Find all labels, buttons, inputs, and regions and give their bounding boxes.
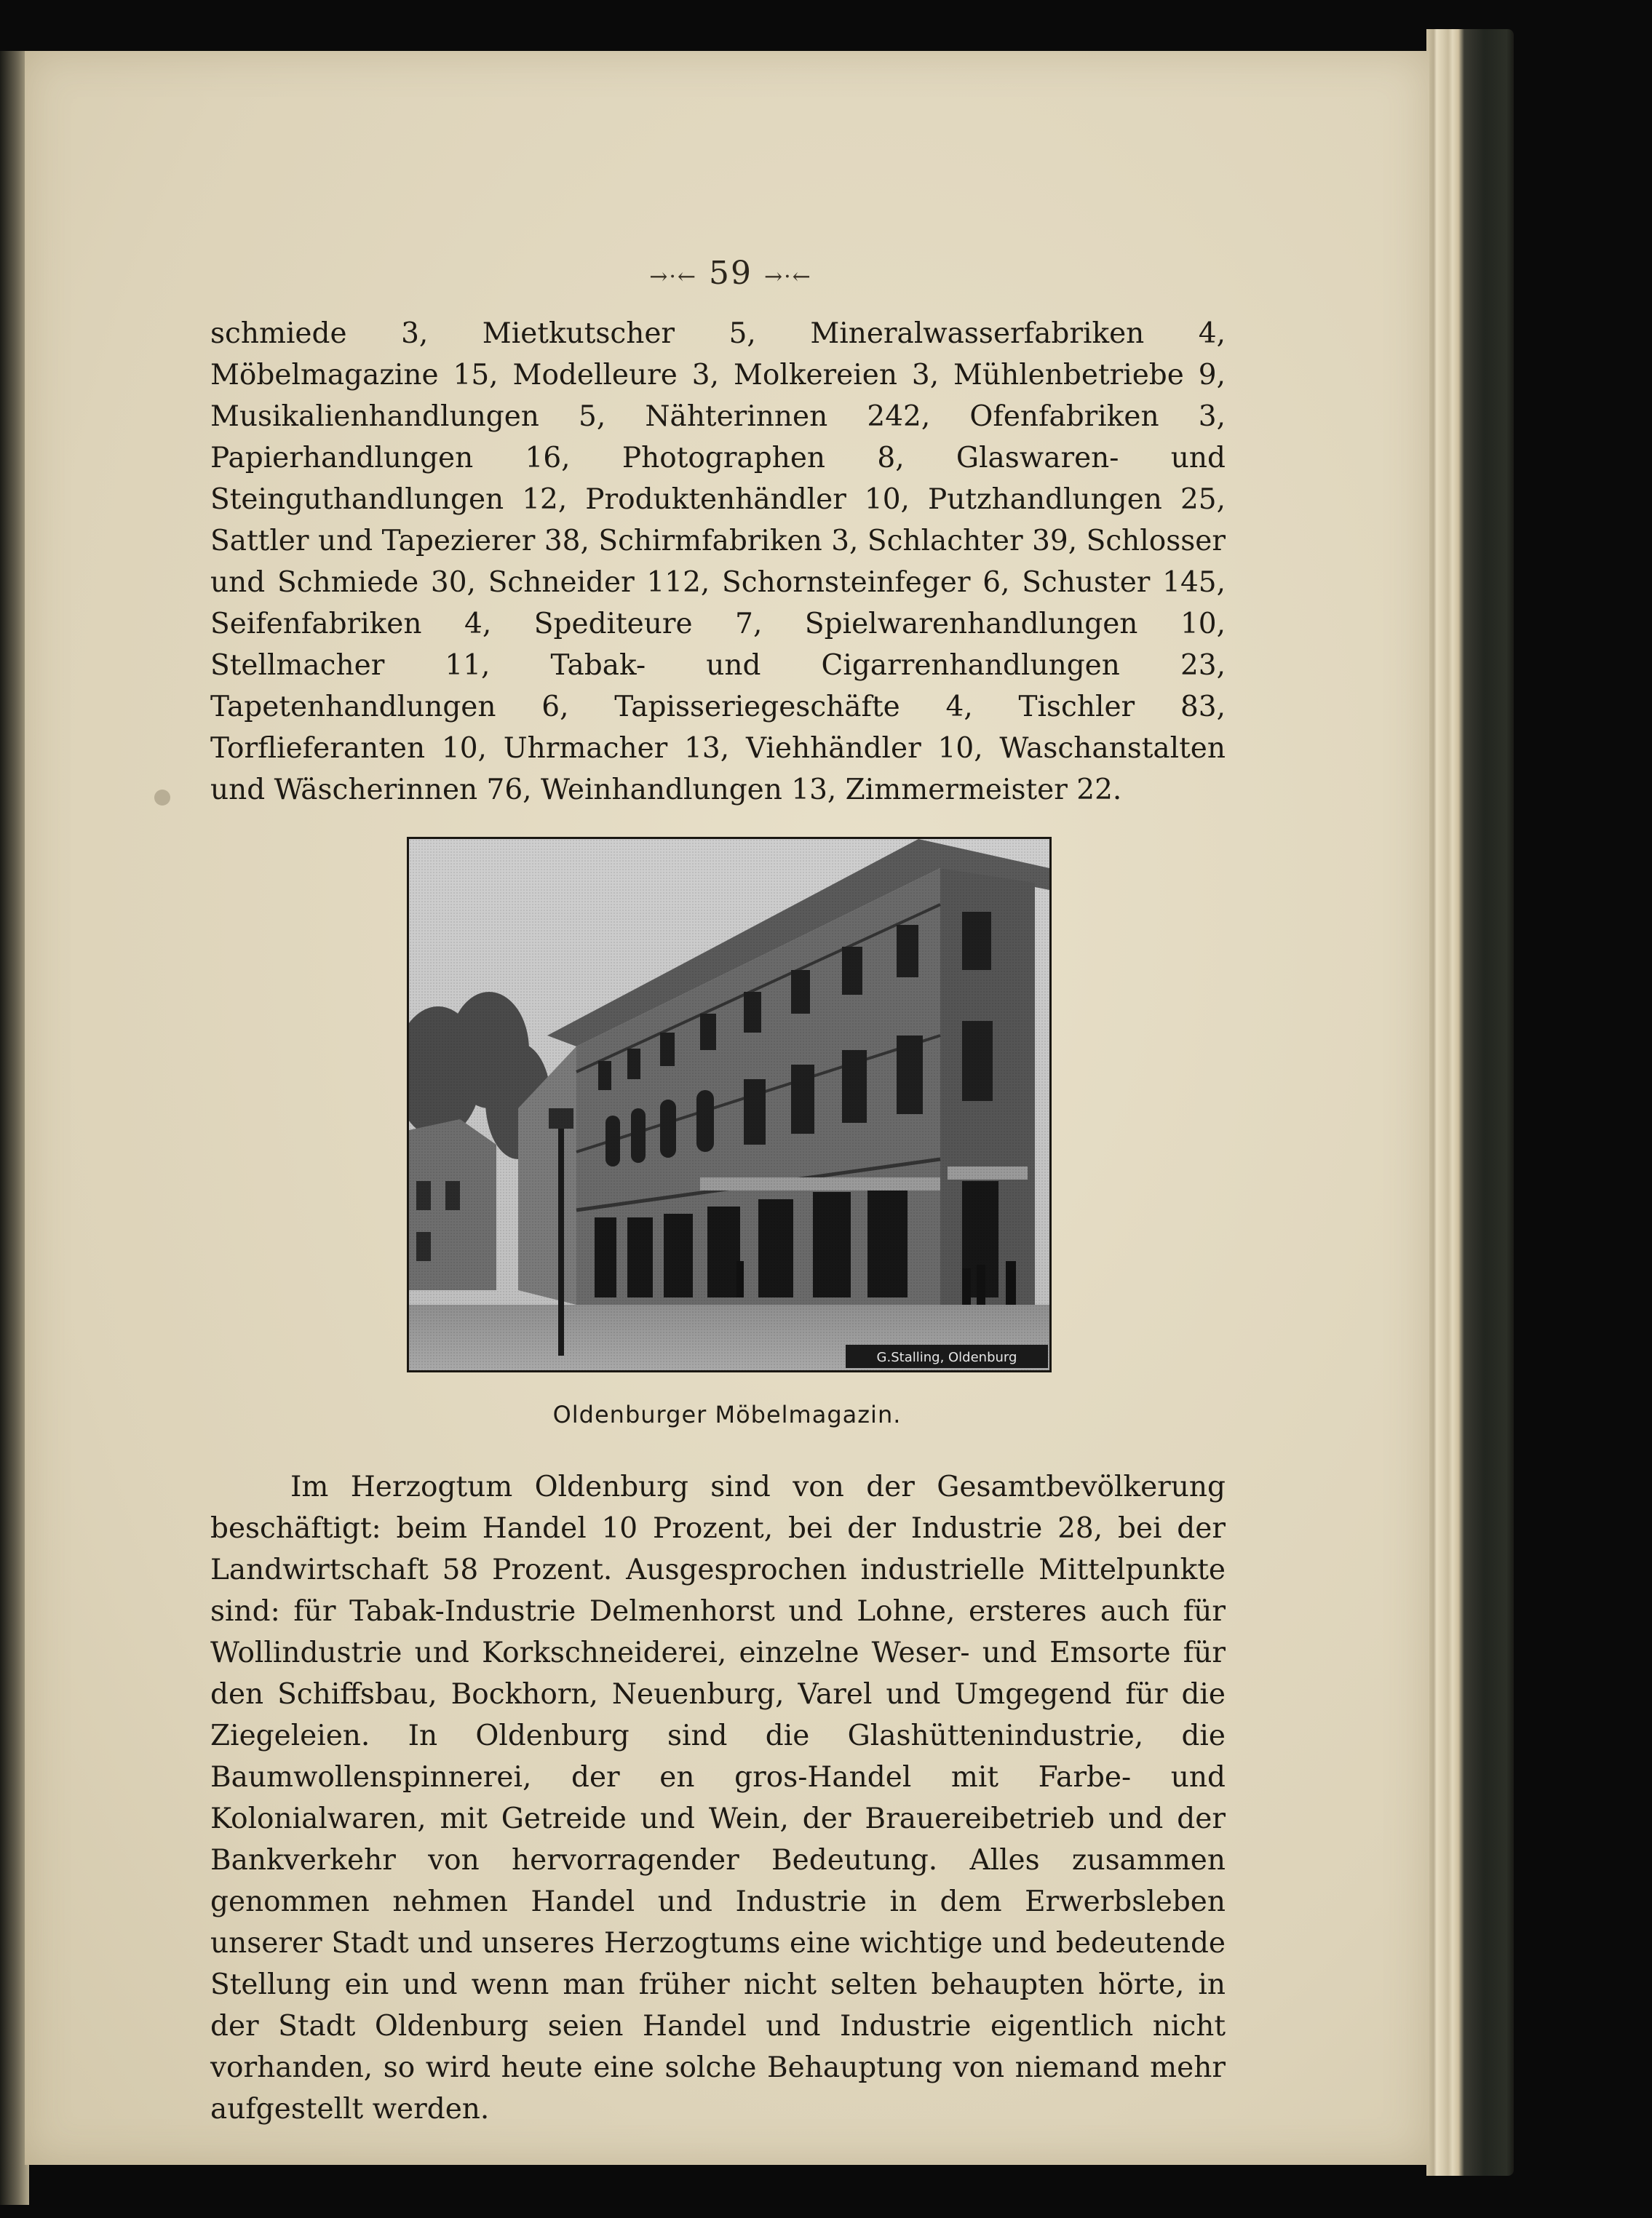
ornament-left: →·←: [649, 264, 697, 290]
paragraph-oldenburg-industry: Im Herzogtum Oldenburg sind von der Gesamtbevölkerung beschäftigt: beim Handel 10 Prozent, bei der Industrie 28, bei der Landwirtschaft 58 Prozent. Ausgesprochen industrielle Mittelpunkte sind: für Tabak-Industrie Delmenhorst und Lohne, ersteres auch für Wollindustrie und Korkschneiderei, einzelne Weser- und Emsorte für den Schiffsbau, Bockhorn, Neuenburg, Varel und Umgegend für die Ziegeleien. In Oldenburg sind die Glashüttenindustrie, die Baumwollenspinnerei, der en gros-Handel mit Farbe- und Kolonialwaren, mit Getreide und Wein, der Brauereibetrieb und der Bankverkehr von hervorragender Bedeutung. Alles zusammen genommen nehmen Handel und Industrie in dem Erwerbsleben unserer Stadt und unseres Herzogtums eine wichtige und bedeutende Stellung ein und wenn man früher nicht selten behaupten hörte, in der Stadt Oldenburg seien Handel und Industrie eigentlich nicht vorhanden, so wird heute eine solche Behauptung von niemand mehr aufgestellt werden.: [210, 1471, 1226, 2126]
ornament-right: →·←: [764, 264, 812, 290]
book-page: [25, 51, 1429, 2165]
page-number: [622, 255, 840, 292]
paper-blemish: [154, 790, 170, 806]
photo-oldenburger-moebelmagazin: [407, 837, 1052, 1372]
paragraph-trades-list: schmiede 3, Mietkutscher 5, Mineralwasserfabriken 4, Möbelmagazine 15, Modelleure 3, Molkereien 3, Mühlenbetriebe 9, Musikalienhandlungen 5, Nähterinnen 242, Ofenfabriken 3, Papierhandlungen 16, Photographen 8, Glaswaren- und Steinguthandlungen 12, Produktenhändler 10, Putzhandlungen 25, Sattler und Tapezierer 38, Schirmfabriken 3, Schlachter 39, Schlosser und Schmiede 30, Schneider 112, Schornsteinfeger 6, Schuster 145, Seifenfabriken 4, Spediteure 7, Spielwarenhandlungen 10, Stellmacher 11, Tabak- und Cigarrenhandlungen 23, Tapetenhandlungen 6, Tapisseriegeschäfte 4, Tischler 83, Torflieferanten 10, Uhrmacher 13, Viehhändler 10, Waschanstalten und Wäscherinnen 76, Weinhandlungen 13, Zimmermeister 22.: [210, 317, 1226, 806]
book-cover-edge: [1426, 29, 1514, 2176]
figure-caption: Oldenburger Möbelmagazin.: [552, 1401, 902, 1428]
photo-credit: G.Stalling, Oldenburg: [876, 1350, 1017, 1365]
page-number-value: 59: [709, 255, 752, 292]
